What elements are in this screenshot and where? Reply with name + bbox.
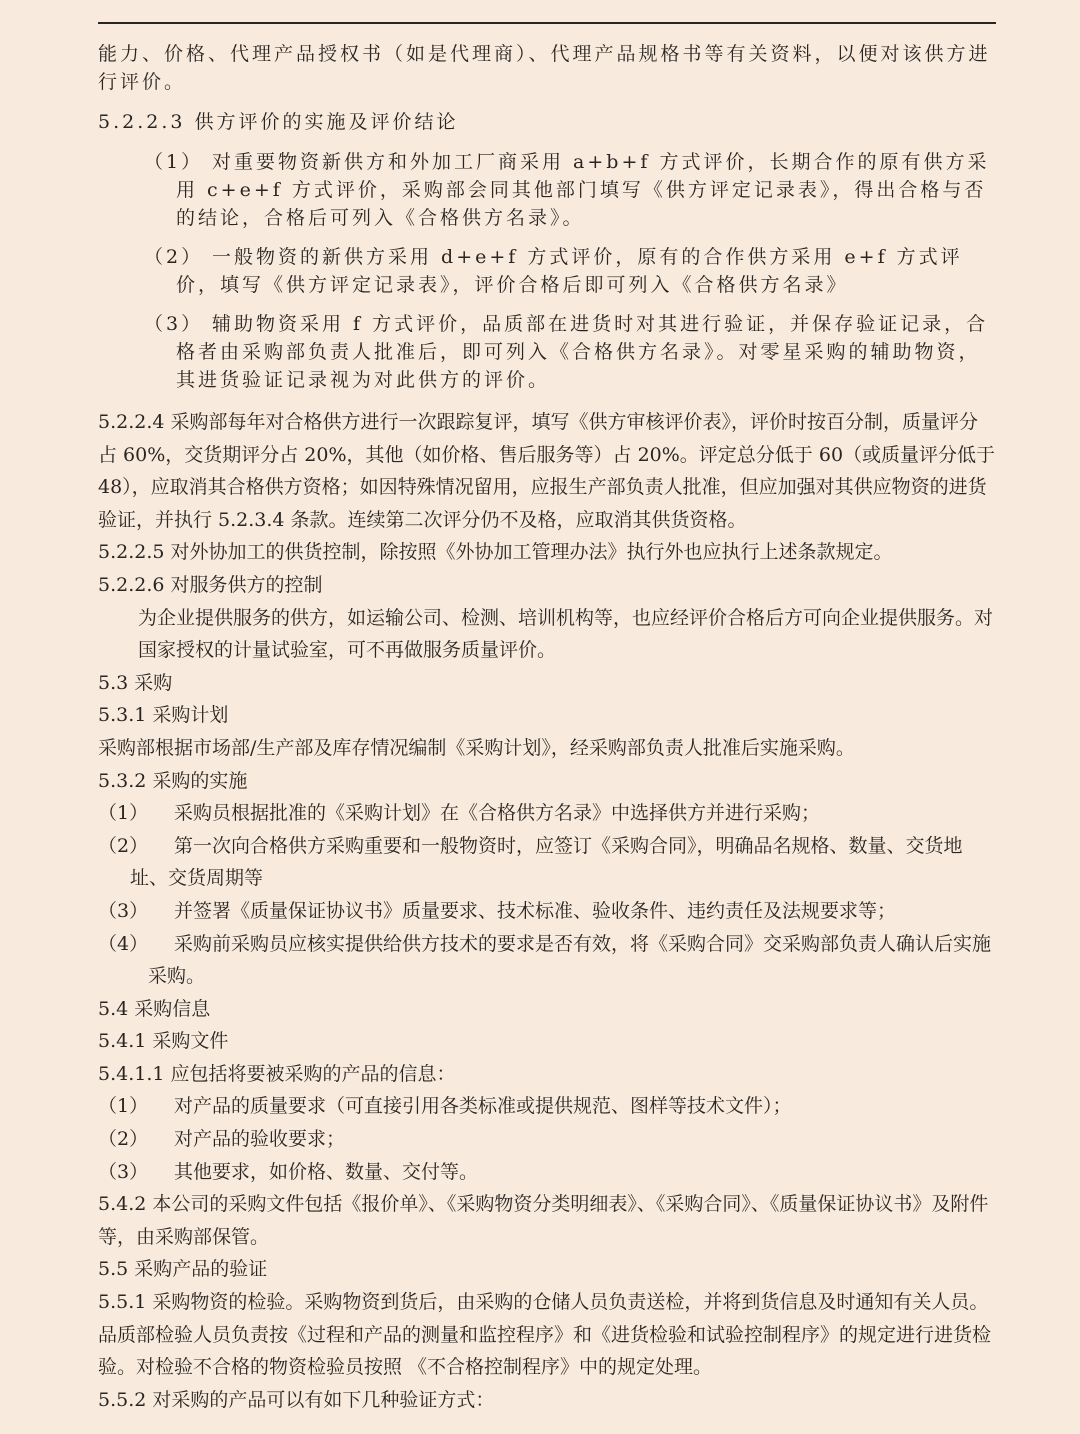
item-text: 对产品的验收要求；	[174, 1128, 346, 1151]
paragraph-5-2-2-6: 为企业提供服务的供方，如运输公司、检测、培训机构等，也应经评价合格后方可向企业提供服务。对国家授权的计量试验室，可不再做服务质量评价。	[138, 606, 994, 662]
heading-5-2-2-3: 5.2.2.3 供方评价的实施及评价结论	[98, 111, 459, 133]
item-text: 第一次向合格供方采购重要和一般物资时，应签订《采购合同》，明确品名规格、数量、交货地址、交货周期等	[130, 834, 963, 890]
item-number: （2）	[144, 246, 204, 268]
list-item	[98, 928, 996, 993]
paragraph-5-5-1: 5.5.1 采购物资的检验。采购物资到货后，由采购的仓储人员负责送检，并将到货信息及时通知有关人员。品质部检验人员负责按《过程和产品的测量和监控程序》和《进货检验和试验控制程序》的规定进行进货检验。对检验不合格的物资检验员按照 《不合格控制程序》中的规定处理。	[98, 1291, 992, 1379]
item-text: 采购员根据批准的《采购计划》在《合格供方名录》中选择供方并进行采购；	[174, 802, 821, 825]
item-number: （1）	[98, 1095, 149, 1118]
top-rule	[98, 22, 996, 24]
paragraph-5-2-2-5: 5.2.2.5 对外协加工的供货控制，除按照《外协加工管理办法》执行外也应执行上述条款规定。	[98, 541, 893, 564]
list-item	[98, 797, 996, 830]
list-item	[98, 310, 996, 394]
item-number: （4）	[98, 932, 149, 955]
heading-5-3-2: 5.3.2 采购的实施	[98, 769, 248, 792]
heading-5-2-2-6: 5.2.2.6 对服务供方的控制	[98, 573, 323, 596]
heading-5-4-1-1: 5.4.1.1 应包括将要被采购的产品的信息：	[98, 1062, 456, 1085]
heading-5-5: 5.5 采购产品的验证	[98, 1258, 268, 1281]
paragraph-5-2-2-4: 5.2.2.4 采购部每年对合格供方进行一次跟踪复评，填写《供方审核评价表》，评价时按百分制，质量评分占 60%，交货期评分占 20%，其他（如价格、售后服务等）占 20%。评定总分低于 60（或质量评分低于 48），应取消其合格供方资格；如因特殊情况留用，应报生产部负责人批准，但应加强对其供应物资的进货验证，并执行 5.2.3.4 条款。连续第二次评分仍不及格，应取消其供货资格。	[98, 411, 1002, 531]
document-page	[98, 40, 1002, 1416]
item-number: （3）	[98, 899, 149, 922]
item-number: （1）	[98, 802, 149, 825]
item-number: （3）	[98, 1160, 149, 1183]
heading-5-3: 5.3 采购	[98, 671, 173, 694]
list-item	[98, 830, 996, 895]
paragraph-5-3-1: 采购部根据市场部/生产部及库存情况编制《采购计划》，经采购部负责人批准后实施采购。	[98, 736, 855, 759]
list-item	[98, 1123, 996, 1156]
item-text: 其他要求，如价格、数量、交付等。	[174, 1160, 479, 1183]
item-text: 辅助物资采用 f 方式评价，品质部在进货时对其进行验证，并保存验证记录，合格者由采购部负责人批准后，即可列入《合格供方名录》。对零星采购的辅助物资，其进货验证记录视为对此供方的评价。	[176, 313, 989, 391]
item-text: 并签署《质量保证协议书》质量要求、技术标准、验收条件、违约责任及法规要求等；	[174, 899, 897, 922]
item-number: （1）	[144, 151, 204, 173]
item-text: 一般物资的新供方采用 d+e+f 方式评价，原有的合作供方采用 e+f 方式评价，填写《供方评定记录表》，评价合格后即可列入《合格供方名录》	[176, 246, 963, 296]
list-item	[98, 148, 996, 232]
heading-5-4-1: 5.4.1 采购文件	[98, 1030, 229, 1053]
list-item	[98, 1156, 996, 1189]
heading-5-3-1: 5.3.1 采购计划	[98, 704, 229, 727]
item-number: （2）	[98, 834, 149, 857]
paragraph-5-4-2: 5.4.2 本公司的采购文件包括《报价单》、《采购物资分类明细表》、《采购合同》、《质量保证协议书》及附件等，由采购部保管。	[98, 1193, 989, 1248]
item-number: （3）	[144, 313, 204, 335]
item-text: 采购前采购员应核实提供给供方技术的要求是否有效，将《采购合同》交采购部负责人确认后实施采购。	[148, 932, 992, 988]
item-text: 对产品的质量要求（可直接引用各类标准或提供规范、图样等技术文件）；	[174, 1095, 792, 1118]
heading-5-4: 5.4 采购信息	[98, 997, 211, 1020]
list-item	[98, 895, 996, 928]
list-item	[98, 1090, 996, 1123]
item-number: （2）	[98, 1128, 149, 1151]
paragraph-continued: 能力、价格、代理产品授权书（如是代理商）、代理产品规格书等有关资料，以便对该供方进行评价。	[98, 43, 991, 93]
list-item	[98, 243, 996, 299]
heading-5-5-2: 5.5.2 对采购的产品可以有如下几种验证方式：	[98, 1388, 495, 1411]
item-text: 对重要物资新供方和外加工厂商采用 a+b+f 方式评价，长期合作的原有供方采用 c+e+f 方式评价，采购部会同其他部门填写《供方评定记录表》，得出合格与否的结论，合格后可列入《合格供方名录》。	[176, 151, 990, 229]
